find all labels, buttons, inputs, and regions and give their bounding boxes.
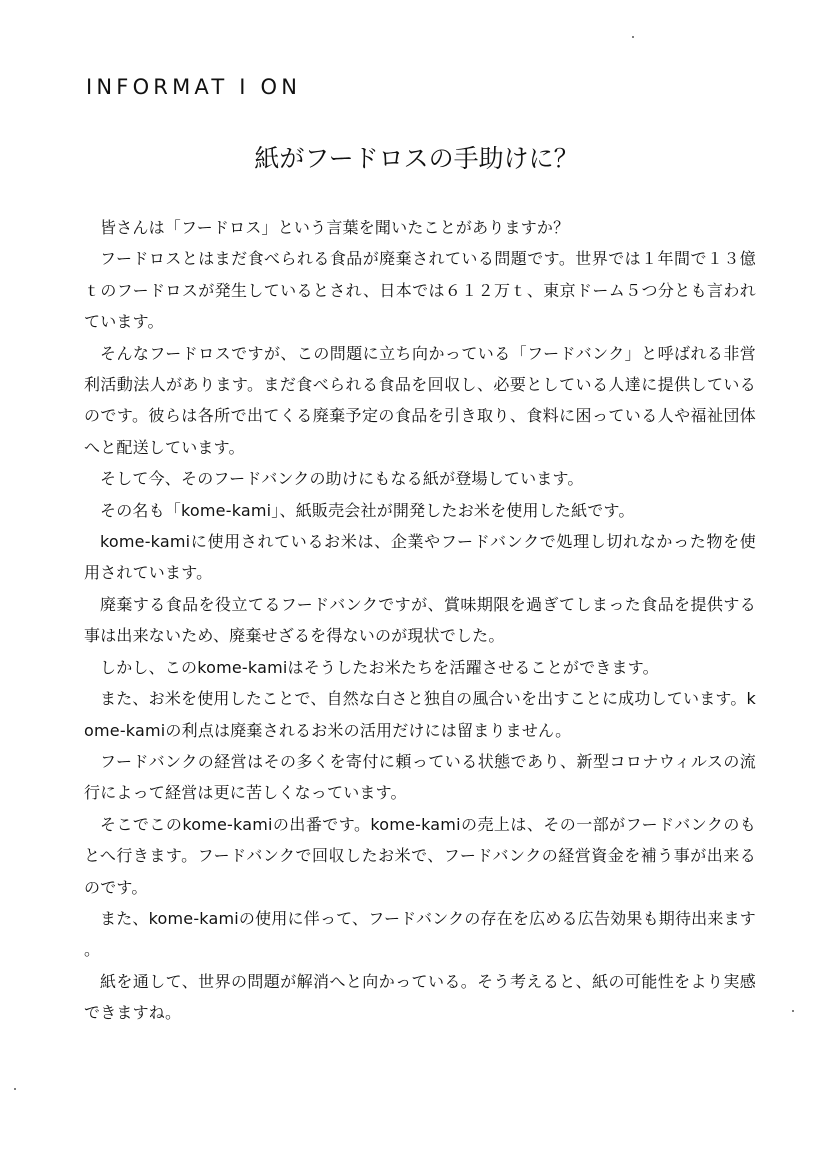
scan-speck xyxy=(792,1010,794,1012)
article-title: 紙がフードロスの手助けに？ xyxy=(254,144,579,173)
paragraph-10: フードバンクの経営はその多くを寄付に頼っている状態であり、新型コロナウィルスの流行によって経営は更に苦しくなっています。 xyxy=(84,751,756,803)
paragraph-7: 廃棄する食品を役立てるフードバンクですが、賞味期限を過ぎてしまった食品を提供する事は出来ないため、廃棄せざるを得ないのが現状でした。 xyxy=(84,594,756,646)
paragraph-8: しかし、このkome-kamiはそうしたお米たちを活躍させることができます。 xyxy=(100,657,659,677)
article-body xyxy=(84,212,756,1029)
paragraph-6: kome-kamiに使用されているお米は、企業やフードバンクで処理し切れなかった物を使用されています。 xyxy=(84,532,756,583)
paragraph-5: その名も「kome-kami」、紙販売会社が開発したお米を使用した紙です。 xyxy=(100,500,635,520)
paragraph-4: そして今、そのフードバンクの助けにもなる紙が登場しています。 xyxy=(100,469,584,489)
section-label: INFORMAT I ON xyxy=(86,75,302,99)
paragraph-11: そこでこのkome-kamiの出番です。kome-kamiの売上は、その一部がフードバンクのもとへ行きます。フードバンクで回収したお米で、フードバンクの経営資金を補う事が出来るのです。 xyxy=(84,814,756,897)
paragraph-3: そんなフードロスですが、この問題に立ち向かっている「フードバンク」と呼ばれる非営利活動法人があります。まだ食べられる食品を回収し、必要としている人達に提供しているのです。彼らは各所で出てくる廃棄予定の食品を引き取り、食料に困っている人や福祉団体へと配送しています。 xyxy=(84,343,756,457)
paragraph-13: 紙を通して、世界の問題が解消へと向かっている。そう考えると、紙の可能性をより実感できますね。 xyxy=(84,971,756,1023)
paragraph-12: また、kome-kamiの使用に伴って、フードバンクの存在を広める広告効果も期待出来ます。 xyxy=(84,908,756,960)
scan-speck xyxy=(14,1088,16,1090)
paragraph-2: フードロスとはまだ食べられる食品が廃棄されている問題です。世界では１年間で１３億ｔのフードロスが発生しているとされ、日本では６１２万ｔ、東京ドーム５つ分とも言われています。 xyxy=(84,249,756,332)
scan-speck xyxy=(632,36,634,38)
paragraph-9: また、お米を使用したことで、自然な白さと独自の風合いを出すことに成功しています。kome-kamiの利点は廃棄されるお米の活用だけには留まりません。 xyxy=(84,689,756,740)
paragraph-1: 皆さんは「フードロス」という言葉を聞いたことがありますか？ xyxy=(100,218,570,237)
